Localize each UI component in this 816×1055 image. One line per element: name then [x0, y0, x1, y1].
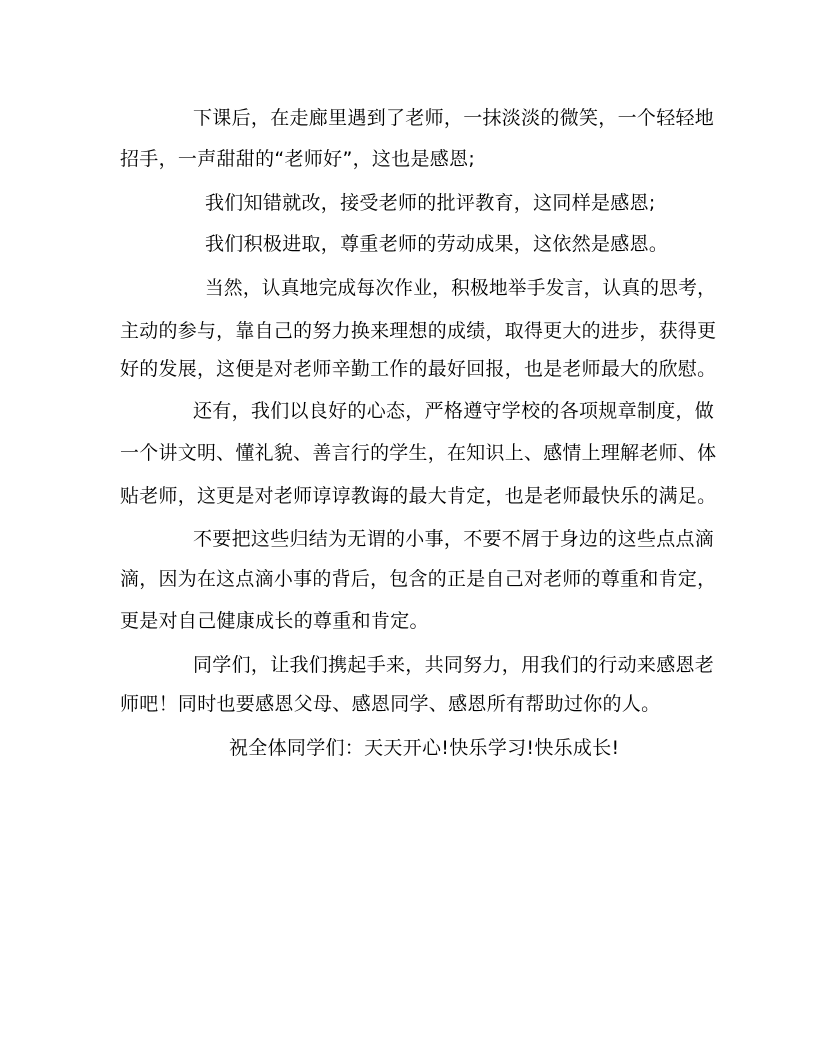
paragraph-line: 主动的参与，靠自己的努力换来理想的成绩，取得更大的进步，获得更 [120, 320, 717, 342]
paragraph-line: 当然，认真地完成每次作业，积极地举手发言，认真的思考， [205, 277, 717, 299]
paragraph-line: 更是对自己健康成长的尊重和肯定。 [120, 610, 429, 632]
paragraph-line: 招手，一声甜甜的“老师好”，这也是感恩; [120, 148, 476, 170]
paragraph-line: 好的发展，这便是对老师辛勤工作的最好回报，也是老师最大的欣慰。 [120, 358, 717, 380]
paragraph-line: 一个讲文明、懂礼貌、善言行的学生，在知识上、感情上理解老师、体 [120, 442, 717, 464]
paragraph-line: 同学们，让我们携起手来，共同努力，用我们的行动来感恩老 [193, 654, 715, 676]
paragraph-line: 我们积极进取，尊重老师的劳动成果，这依然是感恩。 [205, 233, 669, 255]
paragraph-line: 师吧！同时也要感恩父母、感恩同学、感恩所有帮助过你的人。 [120, 693, 661, 715]
paragraph-line: 还有，我们以良好的心态，严格遵守学校的各项规章制度，做 [193, 400, 715, 422]
paragraph-line: 滴，因为在这点滴小事的背后，包含的正是自己对老师的尊重和肯定， [120, 568, 717, 590]
paragraph-line: 下课后，在走廊里遇到了老师，一抹淡淡的微笑，一个轻轻地 [193, 107, 715, 129]
paragraph-line: 贴老师，这更是对老师谆谆教诲的最大肯定，也是老师最快乐的满足。 [120, 485, 717, 507]
paragraph-line: 不要把这些归结为无谓的小事，不要不屑于身边的这些点点滴 [193, 528, 715, 550]
closing-line: 祝全体同学们：天天开心!快乐学习!快乐成长! [229, 737, 620, 759]
paragraph-line: 我们知错就改，接受老师的批评教育，这同样是感恩; [205, 192, 656, 214]
